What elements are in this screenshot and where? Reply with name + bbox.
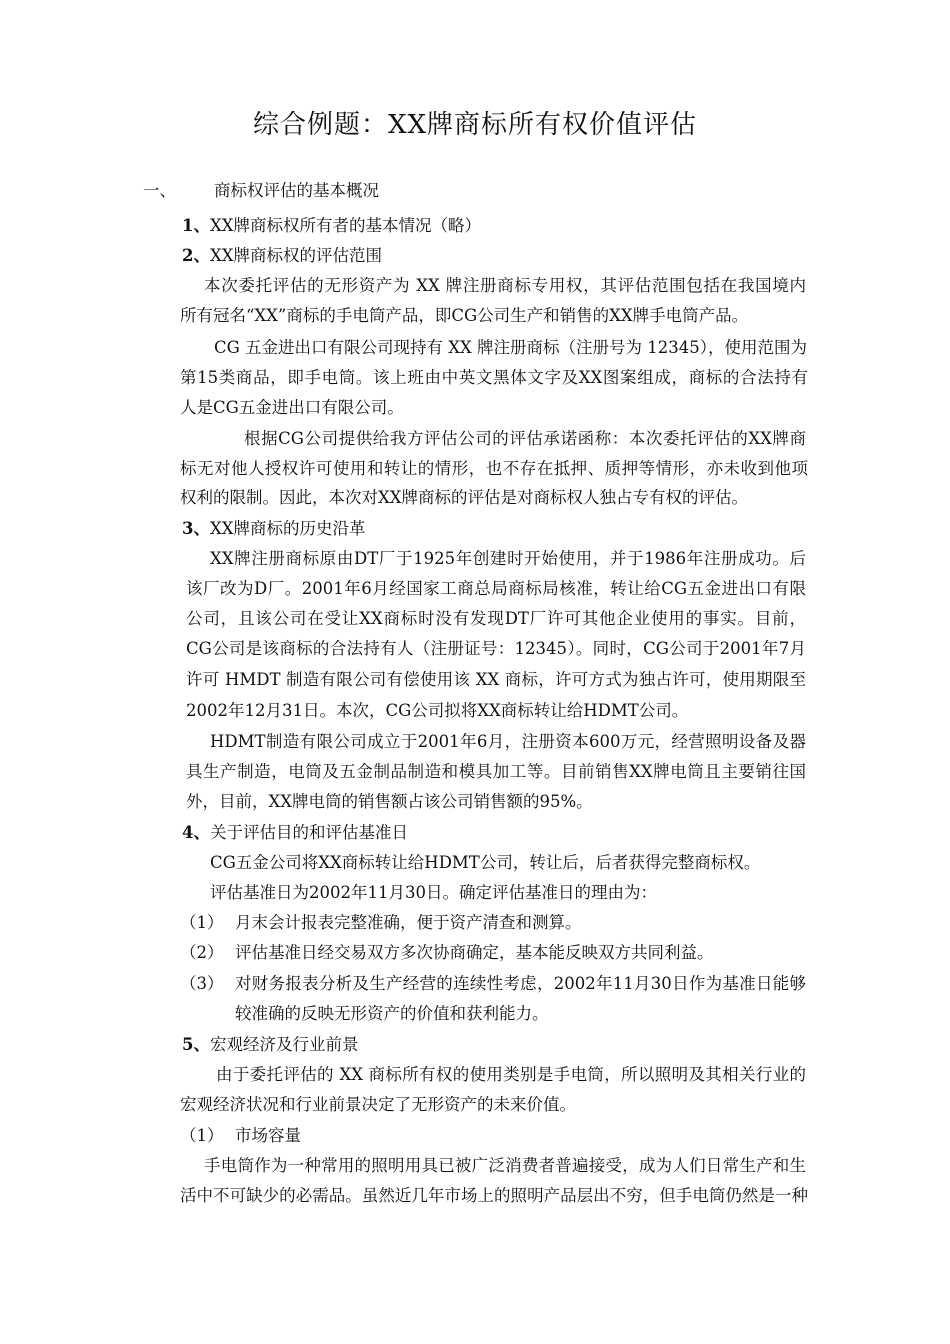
sub-heading: 市场容量 (235, 1126, 301, 1145)
list-item: 评估基准日经交易双方多次协商确定，基本能反映双方共同利益。 (235, 943, 714, 962)
paragraph-line: 人是CG五金进出口有限公司。 (180, 398, 404, 417)
item-number: 2、 (182, 246, 210, 265)
paragraph-line: 标无对他人授权许可使用和转让的情形，也不存在抵押、质押等情形，亦未收到他项 (180, 459, 808, 478)
list-number: （3） (180, 974, 224, 993)
paragraph-line: 该厂改为D厂。2001年6月经国家工商总局商标局核准，转让给CG五金进出口有限 (186, 579, 806, 598)
item-number: 5、 (182, 1035, 210, 1054)
paragraph-line: 由于委托评估的 XX 商标所有权的使用类别是手电筒，所以照明及其相关行业的 (216, 1065, 806, 1084)
item-heading: XX牌商标权所有者的基本情况（略） (210, 216, 481, 235)
paragraph-line: CG五金公司将XX商标转让给HDMT公司，转让后，后者获得完整商标权。 (210, 853, 761, 872)
paragraph-line: 根据CG公司提供给我方评估公司的评估承诺函称：本次委托评估的XX牌商 (244, 429, 806, 448)
paragraph-line: HDMT制造有限公司成立于2001年6月，注册资本600万元，经营照明设备及器 (210, 732, 806, 751)
item-number: 3、 (182, 519, 210, 538)
list-item: 月末会计报表完整准确，便于资产清查和测算。 (235, 913, 582, 932)
paragraph-line: 手电筒作为一种常用的照明用具已被广泛消费者普遍接受，成为人们日常生产和生 (204, 1156, 806, 1175)
paragraph-line: 许可 HMDT 制造有限公司有偿使用该 XX 商标，许可方式为独占许可，使用期限至 (186, 670, 806, 689)
section-heading: 商标权评估的基本概况 (214, 181, 379, 200)
paragraph-line: 宏观经济状况和行业前景决定了无形资产的未来价值。 (180, 1095, 576, 1114)
paragraph-line: 公司，且该公司在受让XX商标时没有发现DT厂许可其他企业使用的事实。目前， (186, 609, 806, 628)
paragraph-line: 第15类商品，即手电筒。该上班由中英文黑体文字及XX图案组成，商标的合法持有 (180, 368, 808, 387)
paragraph-line: XX牌注册商标原由DT厂于1925年创建时开始使用，并于1986年注册成功。后 (210, 549, 806, 568)
list-item-continuation: 较准确的反映无形资产的价值和获利能力。 (235, 1004, 549, 1023)
list-item: 对财务报表分析及生产经营的连续性考虑，2002年11月30日作为基准日能够 (235, 974, 806, 993)
paragraph-line: 具生产制造，电筒及五金制品制造和模具加工等。目前销售XX牌电筒且主要销往国 (186, 762, 806, 781)
section-number: 一、 (143, 181, 176, 200)
list-number: （1） (180, 1126, 224, 1145)
paragraph-line: 外，目前，XX牌电筒的销售额占该公司销售额的95%。 (186, 792, 593, 811)
item-heading: 关于评估目的和评估基准日 (210, 823, 408, 842)
paragraph-line: 评估基准日为2002年11月30日。确定评估基准日的理由为： (210, 883, 657, 902)
paragraph-line: 活中不可缺少的必需品。虽然近几年市场上的照明产品层出不穷，但手电筒仍然是一种 (180, 1186, 808, 1205)
paragraph-line: 本次委托评估的无形资产为 XX 牌注册商标专用权，其评估范围包括在我国境内 (204, 276, 806, 295)
paragraph-line: 所有冠名“XX”商标的手电筒产品，即CG公司生产和销售的XX牌手电筒产品。 (180, 306, 749, 325)
item-number: 1、 (182, 216, 210, 235)
item-heading: 宏观经济及行业前景 (210, 1035, 359, 1054)
paragraph-line: 权利的限制。因此，本次对XX牌商标的评估是对商标权人独占专有权的评估。 (180, 488, 748, 507)
list-number: （2） (180, 943, 224, 962)
item-heading: XX牌商标的历史沿革 (210, 519, 366, 538)
document-title: 综合例题：XX牌商标所有权价值评估 (252, 110, 698, 140)
paragraph-line: CG 五金进出口有限公司现持有 XX 牌注册商标（注册号为 12345），使用范围为 (214, 338, 808, 357)
item-heading: XX牌商标权的评估范围 (210, 246, 382, 265)
item-number: 4、 (182, 823, 210, 842)
paragraph-line: 2002年12月31日。本次，CG公司拟将XX商标转让给HDMT公司。 (186, 701, 689, 720)
list-number: （1） (180, 913, 224, 932)
paragraph-line: CG公司是该商标的合法持有人（注册证号：12345）。同时，CG公司于2001年7月 (186, 639, 806, 658)
